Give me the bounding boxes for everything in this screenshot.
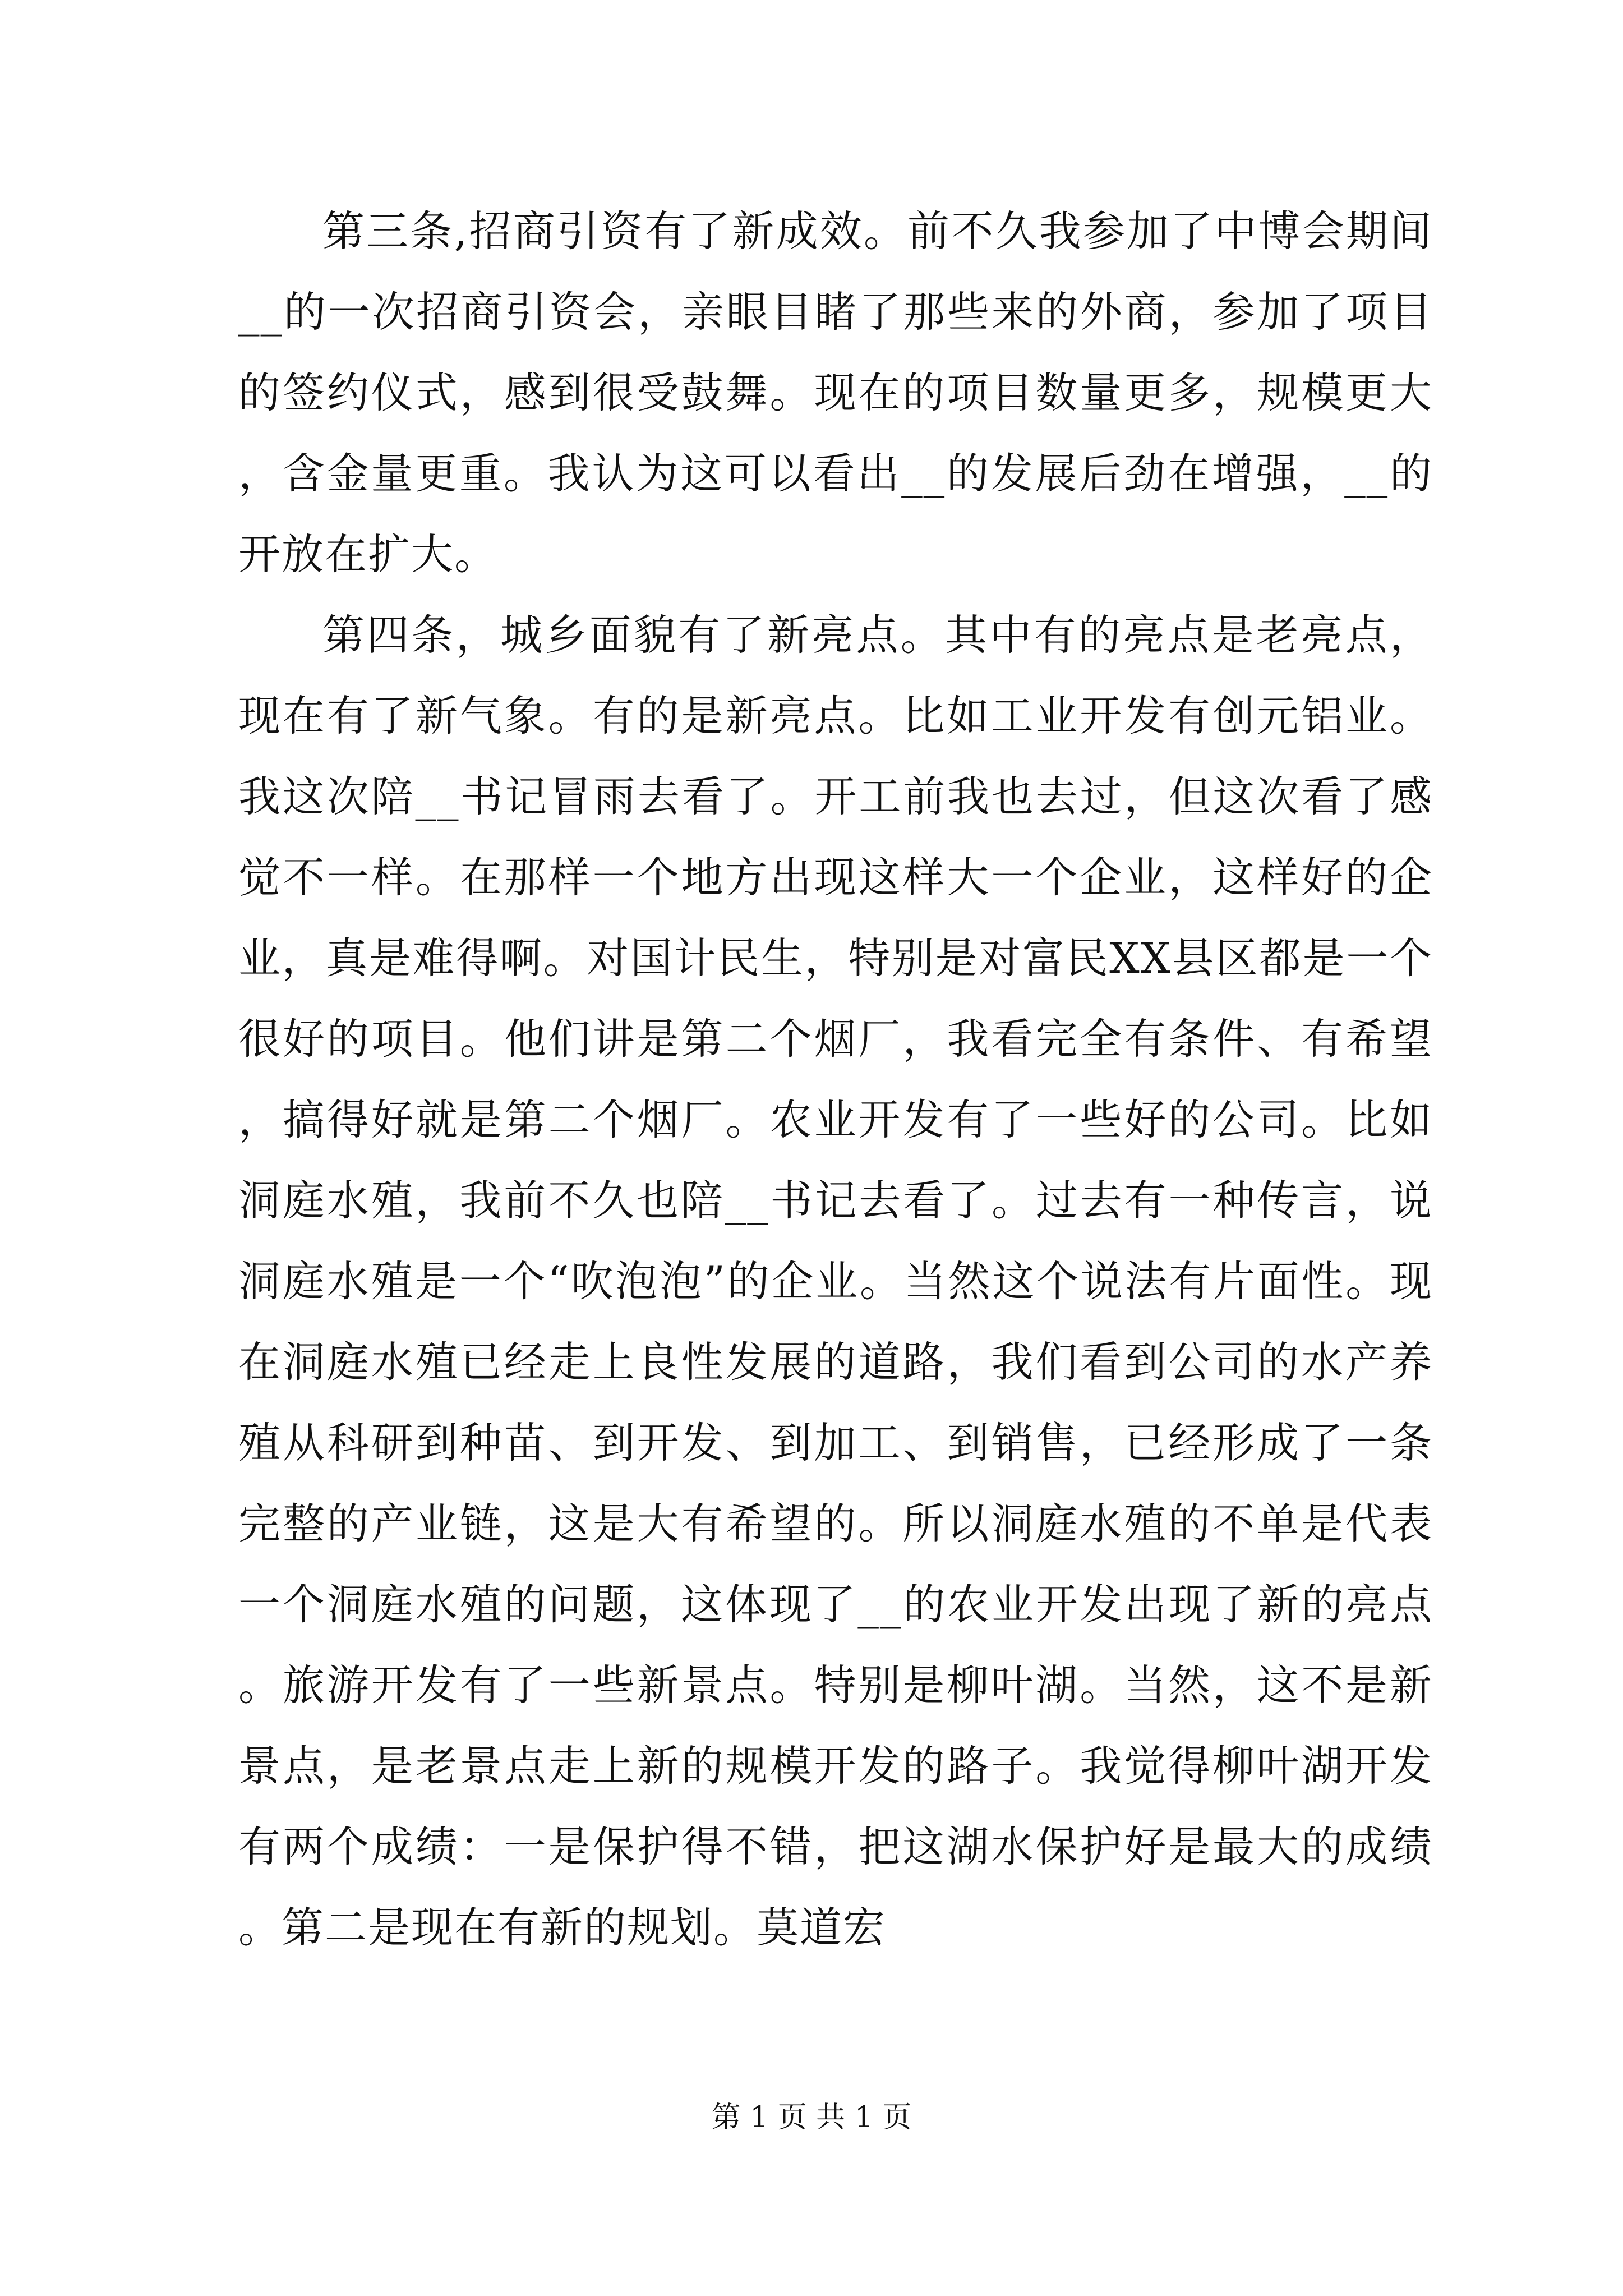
document-body <box>238 191 1433 1968</box>
page-number-footer: 第 1 页 共 1 页 <box>711 2101 912 2134</box>
paragraph-article-four: 第四条，城乡面貌有了新亮点。其中有的亮点是老亮点，现在有了新气象。有的是新亮点。比如工业开发有创元铝业。我这次陪__书记冒雨去看了。开工前我也去过，但这次看了感觉不一样。在那样一个地方出现这样大一个企业，这样好的企业，真是难得啊。对国计民生，特别是对富民XX县区都是一个很好的项目。他们讲是第二个烟厂，我看完全有条件、有希望，搞得好就是第二个烟厂。农业开发有了一些好的公司。比如洞庭水殖，我前不久也陪__书记去看了。过去有一种传言，说洞庭水殖是一个“吹泡泡”的企业。当然这个说法有片面性。现在洞庭水殖已经走上良性发展的道路，我们看到公司的水产养殖从科研到种苗、到开发、到加工、到销售，已经形成了一条完整的产业链，这是大有希望的。所以洞庭水殖的不单是代表一个洞庭水殖的问题，这体现了__的农业开发出现了新的亮点。旅游开发有了一些新景点。特别是柳叶湖。当然，这不是新景点，是老景点走上新的规模开发的路子。我觉得柳叶湖开发有两个成绩：一是保护得不错，把这湖水保护好是最大的成绩。第二是现在有新的规划。莫道宏 <box>238 610 1433 1952</box>
paragraph-article-three: 第三条,招商引资有了新成效。前不久我参加了中博会期间__的一次招商引资会，亲眼目睹了那些来的外商，参加了项目的签约仪式，感到很受鼓舞。现在的项目数量更多，规模更大，含金量更重。我认为这可以看出__的发展后劲在增强，__的开放在扩大。 <box>238 206 1433 579</box>
